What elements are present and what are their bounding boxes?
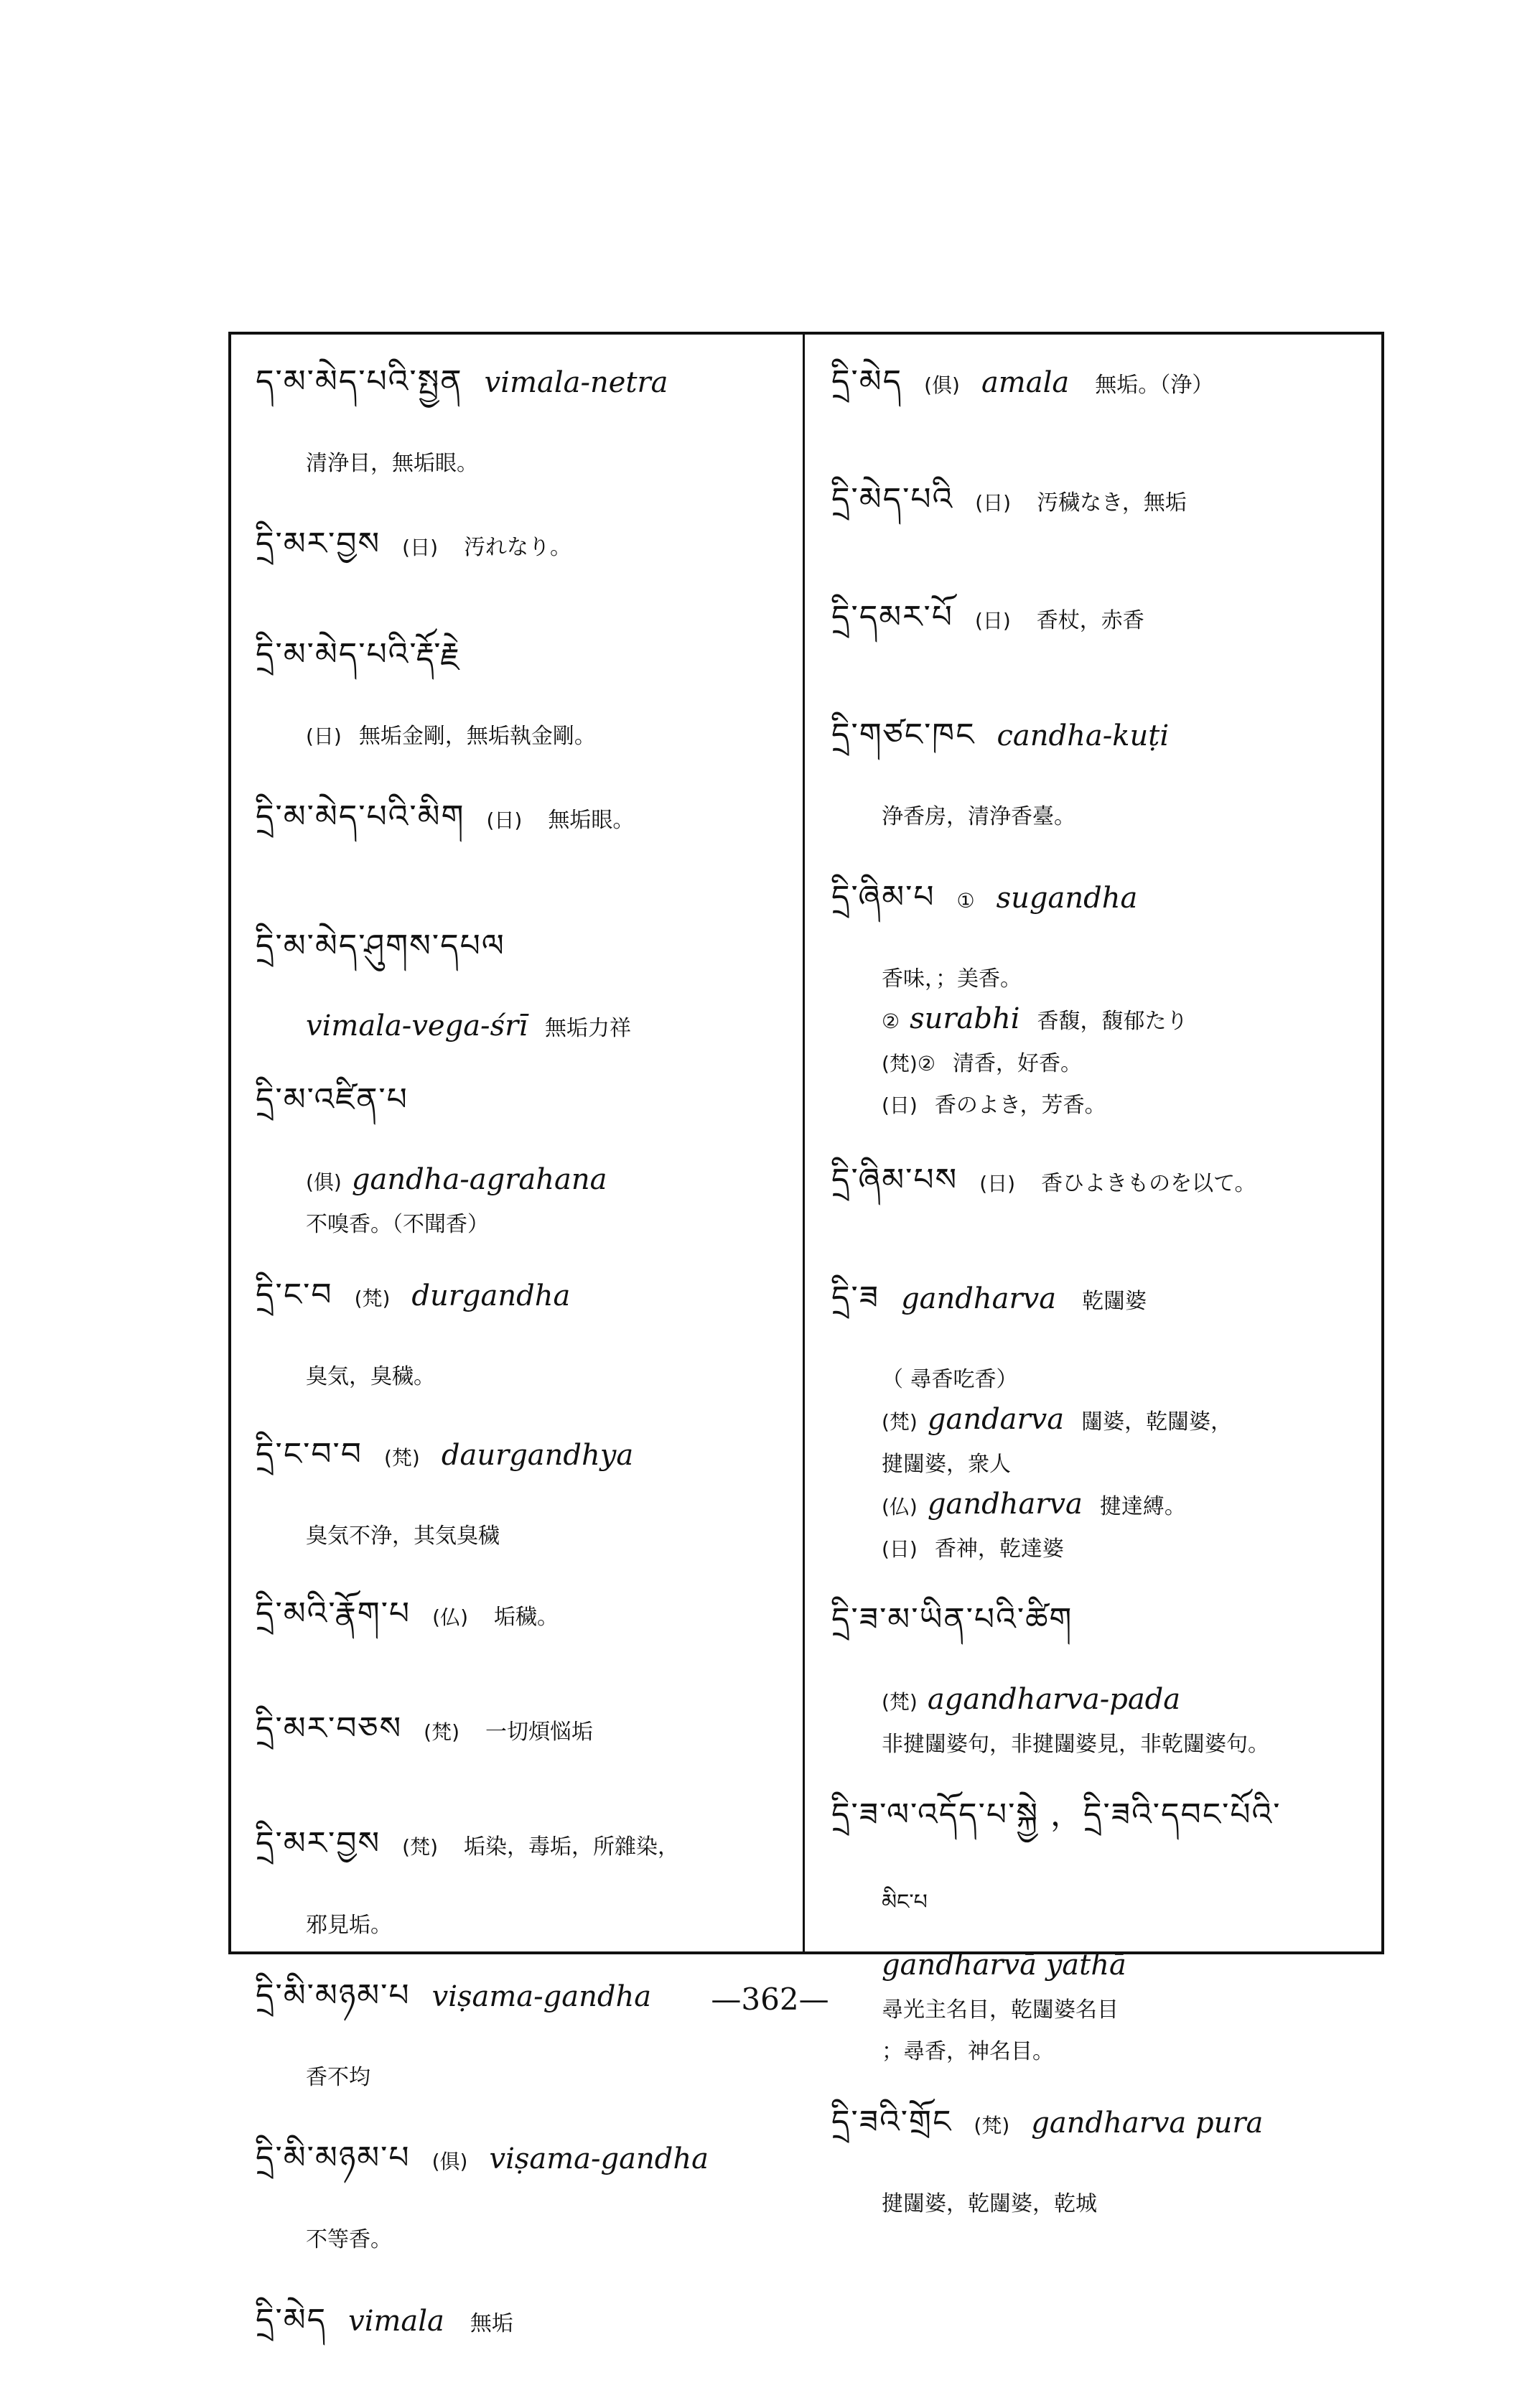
dictionary-entry [831, 862, 1377, 1119]
entry-subline [882, 1087, 1377, 1119]
sanskrit-term: daurgandhya [441, 1439, 634, 1472]
entry-headline [831, 1144, 1377, 1233]
entry-headline [831, 1779, 1377, 1868]
tibetan-headword: དྲི་ཟ [831, 1279, 880, 1316]
sanskrit-term: gandarva [927, 1403, 1065, 1436]
gloss-text: མིང་པ [882, 1890, 928, 1915]
source-tag: (梵)② [882, 1052, 935, 1076]
entry-subline [306, 445, 798, 477]
tibetan-headword: དྲི་མེད [831, 363, 903, 400]
gloss-text: 汚穢なき，無垢 [1037, 490, 1187, 516]
source-tag: (仏) [882, 1495, 918, 1519]
source-tag: (俱) [924, 373, 960, 397]
entry-headline [256, 910, 798, 999]
entry-subline [882, 1949, 1377, 1982]
dictionary-entry [831, 699, 1377, 830]
source-tag: ② [882, 1009, 900, 1033]
source-tag: (梵) [354, 1287, 391, 1310]
gloss-text: ；尋香，神名目。 [882, 2039, 1054, 2064]
dictionary-entry [256, 1259, 798, 1390]
tibetan-headword: དྲི་མེད་པའི [831, 481, 954, 518]
tibetan-headword: དྲི་ང་བ [256, 1277, 333, 1313]
left-column [256, 346, 798, 2388]
source-tag: (俱) [306, 1170, 342, 1194]
column-divider [803, 332, 805, 1954]
gloss-text: 浄香房，清浄香臺。 [882, 804, 1075, 829]
source-tag: (梵) [424, 1720, 460, 1744]
gloss-text: 一切煩悩垢 [485, 1720, 594, 1745]
source-tag: (梵) [384, 1446, 420, 1470]
dictionary-entry [831, 1779, 1377, 2065]
right-column [831, 346, 1377, 2231]
gloss-text: 香馥，馥郁たり [1037, 1009, 1188, 1034]
entry-subline [882, 1683, 1377, 1716]
entry-subline [306, 1206, 798, 1238]
gloss-text: 汚れなり。 [464, 535, 572, 560]
gloss-text: （ 尋香吃香） [882, 1367, 1018, 1392]
sanskrit-term: vimala-vega-śrī [306, 1009, 528, 1043]
gloss-text: 無垢。（浄） [1095, 373, 1214, 398]
sanskrit-term: viṣama-gandha [489, 2142, 709, 2175]
source-tag: (日) [882, 1093, 918, 1117]
gloss-text: 香味，；美香。 [882, 966, 1022, 992]
gloss-text: 清浄目，無垢眼。 [306, 451, 478, 476]
sanskrit-term: vimala-netra [484, 366, 668, 399]
source-tag: (日) [974, 609, 1011, 633]
entry-headline [256, 1693, 798, 1782]
source-tag: (日) [882, 1537, 918, 1561]
tibetan-headword: དྲི་མ་འཛིན་པ [256, 1081, 409, 1118]
dictionary-entry [256, 781, 798, 870]
gloss-text: 香のよき，芳香。 [934, 1093, 1106, 1118]
gloss-text: 臭気，臭穢。 [306, 1364, 435, 1389]
entry-subline [306, 2221, 798, 2253]
tibetan-headword: དྲི་མར་བྱས [256, 526, 381, 562]
dictionary-entry [256, 508, 798, 597]
entry-subline [306, 1358, 798, 1390]
gloss-text: 揵闥婆，衆人 [882, 1452, 1011, 1477]
tibetan-headword: དྲི་མའི་རྣོག་པ [256, 1595, 411, 1632]
entry-headline [256, 2285, 798, 2374]
entry-headline [256, 781, 798, 870]
tibetan-headword: དྲི་དམར་པོ [831, 599, 953, 635]
sanskrit-term: candha-kuṭi [997, 719, 1170, 752]
entry-subline [882, 961, 1377, 992]
sanskrit-term: surabhi [910, 1002, 1020, 1035]
entry-headline [831, 699, 1377, 788]
sanskrit-term: viṣama-gandha [431, 1980, 652, 2013]
entry-subline [306, 2059, 798, 2091]
page-number: —362— [711, 1982, 829, 2017]
source-tag: (仏) [432, 1605, 468, 1629]
sanskrit-term: gandharvā yathā [882, 1949, 1126, 1982]
entry-subline [882, 1045, 1377, 1077]
entry-subline [882, 1002, 1377, 1035]
dictionary-entry [256, 619, 798, 750]
tibetan-headword: ད་མ་མེད་པའི་སྤྱན [256, 363, 463, 400]
dictionary-entry [256, 1808, 798, 1939]
entry-headline [256, 346, 798, 435]
entry-headline [831, 1584, 1377, 1673]
entry-headline [831, 464, 1377, 553]
tibetan-headword: དྲི་གཙང་ཁང [831, 717, 976, 753]
source-tag: (日) [306, 724, 342, 748]
tibetan-headword: དྲི་མི་མཉམ་པ [256, 2140, 411, 2176]
gloss-text: 無垢金剛，無垢執金剛。 [358, 724, 596, 749]
dictionary-entry [256, 1693, 798, 1782]
tibetan-headword: དྲི་མར་བཅས [256, 1710, 403, 1747]
dictionary-entry [256, 910, 798, 1043]
dictionary-entry [831, 582, 1377, 671]
entry-subline [882, 1878, 1377, 1939]
gloss-text: 邪見垢。 [306, 1913, 392, 1938]
gloss-text: 臭気不浄，其気臭穢 [306, 1524, 500, 1549]
entry-subline [882, 1531, 1377, 1562]
gloss-text: 無垢力祥 [545, 1016, 632, 1041]
gloss-text: 垢穢。 [494, 1605, 559, 1630]
sanskrit-term: gandharva pura [1031, 2107, 1264, 2140]
source-tag: (日) [979, 1172, 1016, 1195]
entry-headline [831, 862, 1377, 951]
tibetan-headword: དྲི་ཟ་ལ་འདོད་པ་སྐྱེ ，དྲི་ཟའི་དབང་པོའི་ [831, 1796, 1282, 1833]
gloss-text: 香杖，赤香 [1036, 608, 1144, 633]
entry-subline [306, 1518, 798, 1549]
sanskrit-term: amala [981, 366, 1070, 399]
dictionary-entry [831, 1584, 1377, 1758]
gloss-text: 無垢眼。 [548, 808, 635, 833]
tibetan-headword: དྲི་ང་བ་བ [256, 1436, 363, 1473]
tibetan-headword: དྲི་མར་བྱས [256, 1825, 381, 1862]
gloss-text: 不嗅香。（不聞香） [306, 1212, 489, 1237]
entry-headline [256, 619, 798, 708]
entry-subline [306, 1009, 798, 1043]
tibetan-headword: དྲི་ཞིམ་པ [831, 879, 935, 915]
gloss-text: 無垢 [470, 2311, 513, 2336]
dictionary-entry [831, 2086, 1377, 2217]
entry-subline [306, 1907, 798, 1939]
entry-headline [831, 1262, 1377, 1351]
gloss-text: 清香，好香。 [952, 1051, 1082, 1076]
gloss-text: 揵達縛。 [1099, 1494, 1186, 1519]
gloss-text: 香ひよきものを以て。 [1041, 1171, 1256, 1196]
entry-headline [256, 508, 798, 597]
tibetan-headword: དྲི་མི་མཉམ་པ [256, 1977, 411, 2014]
entry-subline [882, 2033, 1377, 2065]
gloss-text: 香神，乾達婆 [934, 1536, 1064, 1562]
entry-headline [831, 582, 1377, 671]
entry-subline [306, 1163, 798, 1196]
entry-headline [256, 1808, 798, 1897]
gloss-text: 香不均 [306, 2065, 370, 2090]
gloss-text: 乾闥婆 [1082, 1289, 1147, 1314]
gloss-text: 非揵闥婆句，非揵闥婆見，非乾闥婆句。 [882, 1732, 1269, 1757]
gloss-text: 不等香。 [306, 2227, 392, 2252]
dictionary-entry [256, 1578, 798, 1667]
dictionary-entry [256, 346, 798, 477]
sanskrit-term: gandharva [927, 1488, 1083, 1521]
gloss-text: 垢染，毒垢，所雜染， [464, 1834, 680, 1860]
entry-subline [882, 798, 1377, 830]
dictionary-entry [256, 1064, 798, 1238]
dictionary-entry [831, 464, 1377, 553]
source-tag: (俱) [431, 2150, 468, 2173]
entry-headline [256, 1578, 798, 1667]
dictionary-entry [831, 1262, 1377, 1562]
dictionary-entry [831, 346, 1377, 435]
dictionary-entry [256, 2122, 798, 2253]
gloss-text: 尋光主名目，乾闥婆名目 [882, 1997, 1119, 2023]
sanskrit-term: agandharva-pada [927, 1683, 1181, 1716]
tibetan-headword: དྲི་མ་མེད་པའི་མིག [256, 798, 465, 835]
entry-subline [882, 2186, 1377, 2217]
source-tag: (日) [486, 808, 523, 832]
source-tag: (梵) [402, 1835, 439, 1859]
dictionary-entry [256, 1419, 798, 1549]
tibetan-headword: དྲི་ཟ་མ་ཡིན་པའི་ཚིག [831, 1601, 1073, 1638]
entry-subline [882, 1726, 1377, 1758]
entry-headline [256, 2122, 798, 2211]
dictionary-entry [256, 1960, 798, 2091]
gloss-text: 揵闥婆，乾闥婆，乾城 [882, 2191, 1097, 2216]
entry-subline [882, 1361, 1377, 1393]
entry-headline [831, 2086, 1377, 2175]
tibetan-headword: དྲི་ཟའི་གྲོང [831, 2104, 953, 2140]
sanskrit-term: durgandha [411, 1279, 571, 1312]
entry-headline [831, 346, 1377, 435]
source-tag: (梵) [882, 1410, 918, 1434]
source-tag: (梵) [882, 1690, 918, 1714]
dictionary-entry [831, 1144, 1377, 1233]
source-tag: (梵) [974, 2114, 1010, 2137]
gloss-text: 闥婆，乾闥婆， [1081, 1409, 1233, 1435]
sanskrit-term: gandharva [901, 1282, 1057, 1315]
sanskrit-term: vimala [348, 2305, 444, 2338]
entry-subline [882, 1403, 1377, 1436]
entry-subline [882, 1446, 1377, 1478]
source-tag: ① [956, 889, 975, 913]
source-tag: (日) [402, 536, 439, 559]
entry-subline [306, 718, 798, 750]
tibetan-headword: དྲི་ཞིམ་པས [831, 1162, 958, 1198]
entry-headline [256, 1419, 798, 1508]
source-tag: (日) [975, 491, 1012, 515]
tibetan-headword: དྲི་མ་མེད་ཤུགས་དཔལ [256, 928, 505, 964]
sanskrit-term: gandha-agrahana [351, 1163, 607, 1196]
sanskrit-term: sugandha [996, 882, 1138, 915]
tibetan-headword: དྲི་མེད [256, 2302, 327, 2338]
dictionary-entry [256, 2285, 798, 2374]
entry-subline [882, 1488, 1377, 1521]
tibetan-headword: དྲི་མ་མེད་པའི་རྡོ་རྗེ [256, 636, 462, 673]
entry-headline [256, 1259, 798, 1348]
entry-headline [256, 1064, 798, 1153]
